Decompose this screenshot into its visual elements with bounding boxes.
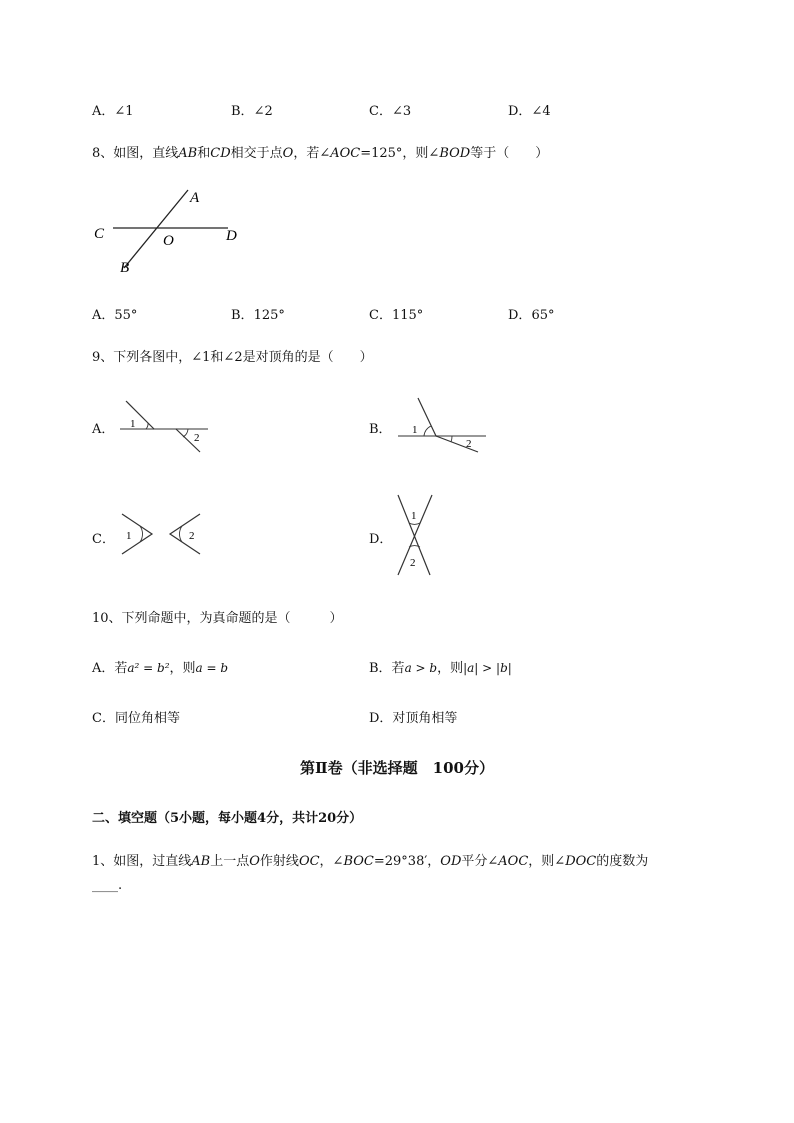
q7-option-a xyxy=(92,100,134,119)
q10-stem: 10、下列命题中，为真命题的是（ ） xyxy=(92,611,343,626)
label-b: B xyxy=(120,260,130,276)
q9-option-c-letter: C． xyxy=(92,532,115,547)
option-letter: C． xyxy=(369,104,392,119)
q8-option-d xyxy=(508,304,554,323)
option-letter: B．若 xyxy=(369,661,405,676)
angle-label-1: 1 xyxy=(411,510,417,522)
stem-text: 1、如图，过直线 xyxy=(92,854,192,869)
q7-option-c xyxy=(369,100,411,119)
angle-arc-1 xyxy=(409,523,420,524)
option-letter: B． xyxy=(231,104,254,119)
line-cd: CD xyxy=(210,146,231,161)
label-o: O xyxy=(163,233,174,249)
ray-2 xyxy=(436,436,478,452)
option-text: ，则 xyxy=(169,661,196,676)
stem-text: 8、如图，直线 xyxy=(92,146,179,161)
math-expr: a² = b² xyxy=(127,661,170,675)
q9-stem: 9、下列各图中，∠1和∠2是对顶角的是（ ） xyxy=(92,350,373,365)
angle-aoc: AOC xyxy=(498,854,529,869)
line-ab: AB xyxy=(191,854,211,869)
line-ab-segment xyxy=(124,190,188,268)
point-o: O xyxy=(249,854,260,869)
option-letter: A． xyxy=(92,104,115,119)
q10-option-d: D．对顶角相等 xyxy=(369,711,458,726)
fill-q1-line1 xyxy=(92,850,648,869)
q10-option-a xyxy=(92,657,228,676)
q8-option-c xyxy=(369,304,423,323)
stem-text: 平分∠ xyxy=(461,854,499,869)
q10-option-b xyxy=(369,657,512,676)
option-letter: B． xyxy=(231,308,254,323)
angle-boc: BOC xyxy=(343,854,374,869)
stem-text: =29°38′， xyxy=(373,854,441,869)
ray-od: OD xyxy=(440,854,462,869)
angle-2-rays xyxy=(170,514,200,554)
part-title: 第Ⅱ卷（非选择题 100分） xyxy=(300,759,494,777)
stem-text: ，∠ xyxy=(319,854,344,869)
option-text: 115° xyxy=(391,308,424,323)
option-text: ∠2 xyxy=(253,104,273,119)
stem-text: 上一点 xyxy=(210,854,250,869)
option-letter: C． xyxy=(369,308,392,323)
section-heading: 二、填空题（5小题，每小题4分，共计20分） xyxy=(92,811,363,826)
stem-text: 等于（ ） xyxy=(470,146,549,161)
option-text: 55° xyxy=(114,308,138,323)
point-o: O xyxy=(282,146,294,161)
option-letter: D． xyxy=(508,104,532,119)
ray-oc: OC xyxy=(298,854,320,869)
stem-text: =125°，则∠ xyxy=(360,146,440,161)
q10-option-c: C．同位角相等 xyxy=(92,711,180,726)
angle-label-2: 2 xyxy=(466,438,472,450)
angle-arc-1 xyxy=(146,423,148,429)
q7-option-d xyxy=(508,100,551,119)
angle-arc-2 xyxy=(451,436,452,442)
angle-bod: BOD xyxy=(439,146,471,161)
answer-blank[interactable]: ____. xyxy=(92,878,123,893)
math-expr: |a| > |b| xyxy=(463,661,512,675)
q8-stem xyxy=(92,142,548,161)
q8-option-a xyxy=(92,304,137,323)
angle-label-1: 1 xyxy=(130,418,136,430)
line-ab: AB xyxy=(178,146,198,161)
angle-label-1: 1 xyxy=(412,424,418,436)
option-text: ∠1 xyxy=(114,104,134,119)
stem-text: ，则∠ xyxy=(528,854,566,869)
q8-option-b xyxy=(231,304,285,323)
label-a: A xyxy=(190,190,200,206)
angle-doc: DOC xyxy=(565,854,597,869)
angle-label-2: 2 xyxy=(410,557,416,569)
angle-arc-2 xyxy=(179,526,182,542)
angle-arc-1 xyxy=(140,526,143,542)
stem-text: 和 xyxy=(197,146,211,161)
angle-label-1: 1 xyxy=(126,530,132,542)
option-letter: D． xyxy=(508,308,532,323)
q9-figure-d xyxy=(390,492,440,578)
q9-figure-c xyxy=(116,510,216,560)
option-text: ，则 xyxy=(437,661,464,676)
stem-text: ，若∠ xyxy=(293,146,331,161)
q7-option-b xyxy=(231,100,273,119)
label-d: D xyxy=(226,228,237,244)
angle-label-2: 2 xyxy=(194,432,200,444)
q8-figure xyxy=(88,184,258,280)
option-text: 65° xyxy=(531,308,555,323)
stem-text: 作射线 xyxy=(259,854,299,869)
stem-text: 相交于点 xyxy=(230,146,283,161)
angle-arc-1 xyxy=(424,426,431,436)
option-text: ∠3 xyxy=(391,104,412,119)
option-letter: A． xyxy=(92,308,115,323)
angle-aoc: AOC xyxy=(330,146,361,161)
ray-1 xyxy=(418,398,436,436)
option-letter: A．若 xyxy=(92,661,128,676)
q9-option-a-letter: A． xyxy=(92,422,115,437)
angle-label-2: 2 xyxy=(189,530,195,542)
math-expr: a > b xyxy=(404,661,438,675)
q9-option-b-letter: B． xyxy=(369,422,392,437)
q9-option-d-letter: D． xyxy=(369,532,393,547)
label-c: C xyxy=(94,226,105,242)
q9-figure-b xyxy=(394,396,494,458)
option-text: ∠4 xyxy=(531,104,551,119)
stem-text: 的度数为 xyxy=(596,854,649,869)
q9-figure-a xyxy=(116,396,216,456)
math-expr: a = b xyxy=(195,661,229,675)
option-text: 125° xyxy=(253,308,285,323)
